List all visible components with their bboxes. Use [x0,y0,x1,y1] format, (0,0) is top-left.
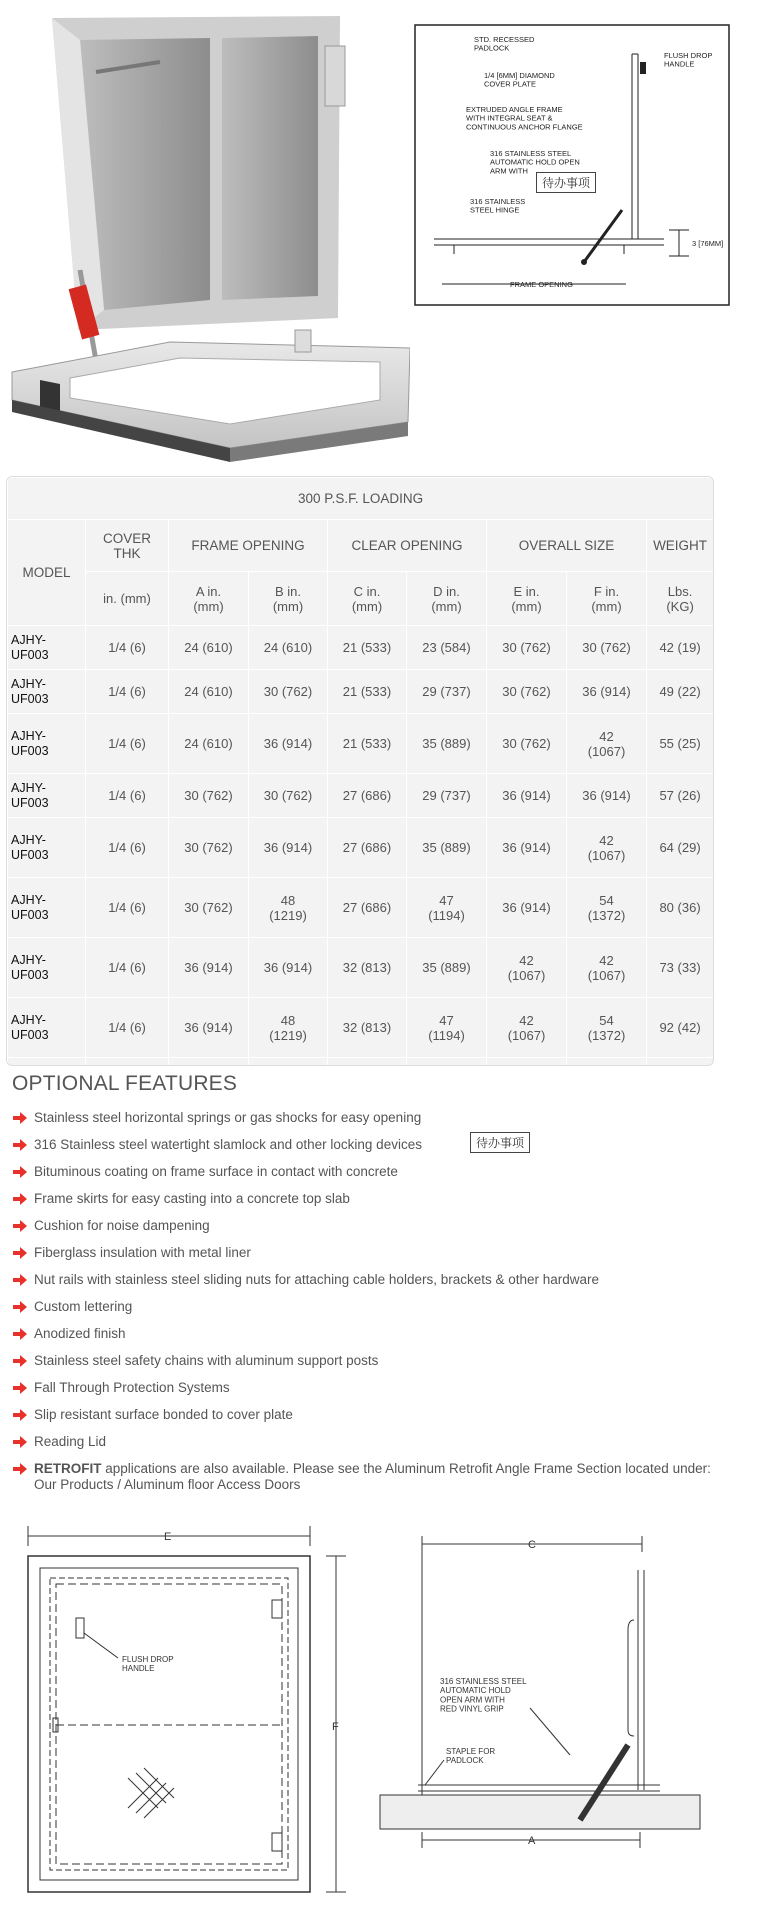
feature-text: Custom lettering [34,1299,133,1314]
model-cell: AJHY-UF003 [8,938,86,998]
group-frame: FRAME OPENING [169,520,328,572]
table-row [8,774,714,818]
group-overall: OVERALL SIZE [487,520,647,572]
spec-table [6,476,714,1066]
feature-item [12,1326,732,1353]
arrow-icon [12,1246,28,1260]
model-cell: AJHY-UF003 [8,774,86,818]
arrow-icon [12,1138,28,1152]
table-cell: 35 (889) [407,714,487,774]
model-cell: AJHY-UF003 [8,714,86,774]
stamp-features: 待办事项 [470,1132,530,1153]
retrofit-text: applications are also available. Please see the Aluminum Retrofit Angle Frame Section located under: Our Products / Aluminum floor Access Doors [34,1461,711,1492]
dim-e: E [164,1531,172,1543]
table-cell: 36 (914) [249,938,328,998]
table-cell: 1/4 (6) [86,774,169,818]
label-arm: 316 STAINLESS STEEL AUTOMATIC HOLD OPEN ARM WITH [490,149,580,176]
table-cell: 55 (25) [647,714,714,774]
feature-text: Fall Through Protection Systems [34,1380,230,1395]
model-cell: AJHY-UF003 [8,998,86,1058]
table-cell: 23 (584) [407,626,487,670]
table-cell: 35 (889) [407,938,487,998]
model-cell: AJHY-UF003 [8,878,86,938]
handle-label: FLUSH DROP HANDLE [122,1655,174,1674]
table-cell: 1/4 (6) [86,818,169,878]
table-cell: 42 (19) [647,626,714,670]
feature-item [12,1434,732,1461]
table-cell: 32 (813) [328,998,407,1058]
table-cell: 36 (914) [249,714,328,774]
subheader-7: Lbs. (KG) [647,572,714,626]
table-cell: 47 (1194) [407,998,487,1058]
table-cell: 54 (1372) [567,998,647,1058]
table-cell: 80 (36) [647,878,714,938]
feature-text: Cushion for noise dampening [34,1218,210,1233]
table-cell: 1/4 (6) [86,714,169,774]
label-dim: 3 [76MM] [692,239,724,248]
table-cell: 30 (762) [169,774,249,818]
feature-item [12,1164,732,1191]
arrow-icon [12,1192,28,1206]
table-cell: 36 (914) [249,818,328,878]
table-cell: 1/4 (6) [86,938,169,998]
model-cell: AJHY-UF003 [8,670,86,714]
subheader-3: C in. (mm) [328,572,407,626]
table-cell: 30 (762) [249,774,328,818]
table-row [8,714,714,774]
model-header: MODEL [8,520,86,626]
dim-f: F [332,1721,339,1733]
arrow-icon [12,1300,28,1314]
table-cell: 36 (914) [487,818,567,878]
features-title: OPTIONAL FEATURES [12,1072,238,1095]
feature-item [12,1299,732,1326]
table-cell: 42 (1067) [567,938,647,998]
table-row [8,818,714,878]
table-cell: 36 (914) [169,938,249,998]
feature-text: Reading Lid [34,1434,107,1449]
table-cell: 30 (762) [249,670,328,714]
table-cell: 24 (610) [169,714,249,774]
table-cell [249,1058,328,1067]
subheader-5: E in. (mm) [487,572,567,626]
arrow-icon [12,1327,28,1341]
feature-item [12,1218,732,1245]
feature-item [12,1245,732,1272]
table-cell: 48 (1219) [249,878,328,938]
arrow-icon [12,1435,28,1449]
table-cell: 27 (686) [328,774,407,818]
dim-c: C [528,1539,536,1551]
table-cell: 30 (762) [169,878,249,938]
table-cell: 36 (914) [487,878,567,938]
arm-label: 316 STAINLESS STEEL AUTOMATIC HOLD OPEN ARM WITH RED VINYL GRIP [440,1677,527,1714]
table-cell: 35 (889) [407,818,487,878]
table-cell: 29 (737) [407,774,487,818]
retrofit-bold: RETROFIT [34,1461,102,1476]
table-cell: 30 (762) [487,714,567,774]
table-row [8,670,714,714]
table-cell: 21 (533) [328,670,407,714]
feature-item [12,1353,732,1380]
table-cell: 47 (1194) [407,878,487,938]
table-cell: 36 (914) [567,670,647,714]
table-row [8,626,714,670]
table-cell: 48 (1219) [249,998,328,1058]
table-row [8,878,714,938]
subheader-1: A in. (mm) [169,572,249,626]
table-cell [328,1058,407,1067]
group-weight: WEIGHT [647,520,714,572]
feature-item [12,1272,732,1299]
table-cell: 30 (762) [567,626,647,670]
feature-item [12,1191,732,1218]
table-cell: 1/4 (6) [86,670,169,714]
table-cell: 24 (610) [169,670,249,714]
feature-text: Stainless steel safety chains with aluminum support posts [34,1353,379,1368]
arrow-icon [12,1354,28,1368]
table-cell: 36 (914) [487,774,567,818]
arrow-icon [12,1381,28,1395]
table-cell: 30 (762) [487,670,567,714]
feature-text: Bituminous coating on frame surface in contact with concrete [34,1164,398,1179]
table-cell: 54 (1372) [567,878,647,938]
arrow-icon [12,1273,28,1287]
table-cell: 42 (1067) [567,818,647,878]
table-cell: 42 (1067) [567,714,647,774]
feature-text: 316 Stainless steel watertight slamlock and other locking devices [34,1137,422,1152]
table-row [8,1058,714,1067]
section-diagram-bottom [370,1530,710,1900]
dim-a: A [528,1835,536,1847]
table-cell: 27 (686) [328,818,407,878]
model-cell [8,1058,86,1067]
model-cell: AJHY-UF003 [8,818,86,878]
subheader-4: D in. (mm) [407,572,487,626]
model-cell: AJHY-UF003 [8,626,86,670]
table-cell: 42 (1067) [487,998,567,1058]
table-cell: 21 (533) [328,626,407,670]
feature-text: Fiberglass insulation with metal liner [34,1245,251,1260]
section-diagram-top [414,24,730,306]
subheader-2: B in. (mm) [249,572,328,626]
group-cover: COVER THK [86,520,169,572]
label-hinge: 316 STAINLESS STEEL HINGE [470,197,526,215]
feature-item [12,1110,732,1137]
arrow-icon [12,1111,28,1125]
feature-text: Nut rails with stainless steel sliding nuts for attaching cable holders, brackets & other hardware [34,1272,600,1287]
table-cell [86,1058,169,1067]
staple-label: STAPLE FOR PADLOCK [446,1747,496,1766]
table-cell [647,1058,714,1067]
label-plate: 1/4 [6MM] DIAMOND COVER PLATE [484,71,555,89]
table-cell: 36 (914) [169,998,249,1058]
table-cell: 24 (610) [169,626,249,670]
table-cell: 64 (29) [647,818,714,878]
table-cell: 1/4 (6) [86,998,169,1058]
label-handle: FLUSH DROP HANDLE [664,51,713,69]
feature-text: Slip resistant surface bonded to cover plate [34,1407,293,1422]
table-cell [169,1058,249,1067]
table-cell: 27 (686) [328,878,407,938]
label-padlock: STD. RECESSED PADLOCK [474,35,535,53]
table-cell: 24 (610) [249,626,328,670]
table-cell: 49 (22) [647,670,714,714]
arrow-icon [12,1462,28,1476]
table-cell: 30 (762) [487,626,567,670]
feature-item [12,1137,732,1164]
table-cell: 30 (762) [169,818,249,878]
table-row [8,938,714,998]
table-cell: 92 (42) [647,998,714,1058]
label-frame: EXTRUDED ANGLE FRAME WITH INTEGRAL SEAT & CONTINUOUS ANCHOR FLANGE [466,105,583,132]
table-row [8,998,714,1058]
feature-text: Frame skirts for easy casting into a concrete top slab [34,1191,350,1206]
feature-item-retrofit [12,1461,732,1501]
feature-text: Anodized finish [34,1326,126,1341]
table-cell: 32 (813) [328,938,407,998]
table-cell [567,1058,647,1067]
table-cell: 42 (1067) [487,938,567,998]
table-cell: 1/4 (6) [86,626,169,670]
table-cell: 57 (26) [647,774,714,818]
feature-item [12,1407,732,1434]
table-cell [487,1058,567,1067]
plan-diagram [18,1518,358,1903]
feature-item [12,1380,732,1407]
table-cell: 29 (737) [407,670,487,714]
arrow-icon [12,1408,28,1422]
table-cell: 21 (533) [328,714,407,774]
arrow-icon [12,1219,28,1233]
table-cell: 36 (914) [567,774,647,818]
subheader-0: in. (mm) [86,572,169,626]
arrow-icon [12,1165,28,1179]
feature-text: Stainless steel horizontal springs or gas shocks for easy opening [34,1110,422,1125]
table-cell: 73 (33) [647,938,714,998]
table-title: 300 P.S.F. LOADING [8,478,714,520]
subheader-6: F in. (mm) [567,572,647,626]
features-list [12,1110,732,1501]
group-clear: CLEAR OPENING [328,520,487,572]
label-opening: FRAME OPENING [510,280,573,289]
hatch-photo [0,0,410,470]
stamp-top: 待办事项 [536,172,596,193]
table-cell: 1/4 (6) [86,878,169,938]
table-cell [407,1058,487,1067]
